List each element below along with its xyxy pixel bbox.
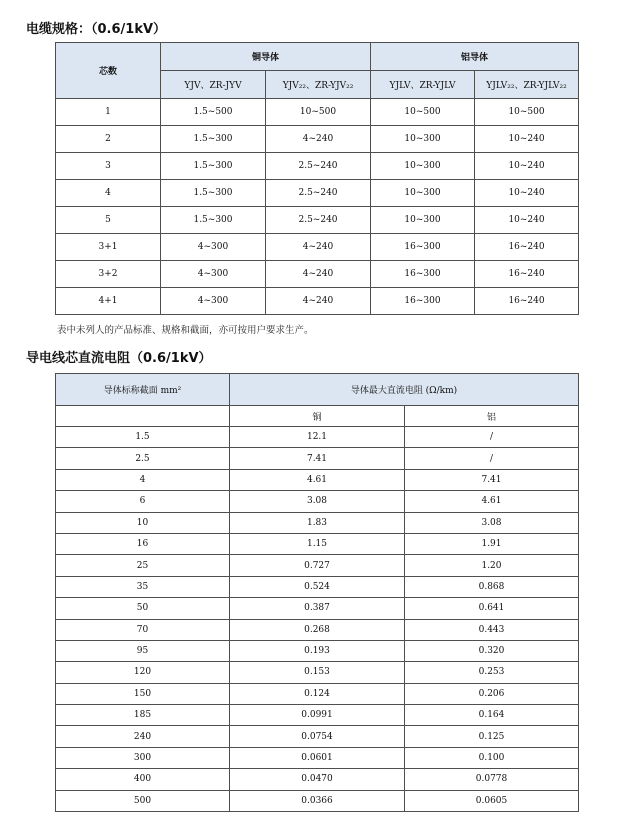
cores-header: 芯数	[56, 43, 161, 99]
cell-aluminum: 0.868	[405, 576, 579, 597]
cell-copper: 0.387	[230, 598, 405, 619]
cell-copper: 4.61	[230, 469, 405, 490]
table-row	[56, 747, 579, 768]
cell-cores: 1	[56, 99, 161, 126]
cell-aluminum: 7.41	[405, 469, 579, 490]
cell-cores: 3+1	[56, 234, 161, 261]
cell-copper: 0.0601	[230, 747, 405, 768]
cell-aluminum: 0.320	[405, 640, 579, 661]
cell-aluminum: 0.164	[405, 705, 579, 726]
table-row	[56, 726, 579, 747]
cell-aluminum: 1.91	[405, 533, 579, 554]
col-header-yjv22: YJV₂₂、ZR-YJV₂₂	[266, 71, 371, 99]
cell-copper: 0.268	[230, 619, 405, 640]
cell-aluminum: 0.443	[405, 619, 579, 640]
table-note: 表中未列人的产品标准、规格和截面，亦可按用户要求生产。	[57, 325, 314, 336]
cell-aluminum: 4.61	[405, 491, 579, 512]
cell-yjv22: 2.5~240	[266, 180, 371, 207]
cell-yjlv22: 16~240	[475, 288, 579, 315]
table-row	[56, 288, 579, 315]
cell-section: 240	[56, 726, 230, 747]
cell-yjv: 4~300	[161, 261, 266, 288]
cell-section: 500	[56, 790, 230, 811]
cell-yjlv: 10~300	[371, 126, 475, 153]
dc-resistance-table	[55, 373, 579, 812]
cell-section: 4	[56, 469, 230, 490]
cell-section: 16	[56, 533, 230, 554]
table-row	[56, 234, 579, 261]
cell-section: 1.5	[56, 427, 230, 448]
cell-yjv22: 4~240	[266, 126, 371, 153]
table-row	[56, 790, 579, 811]
cell-yjlv22: 16~240	[475, 234, 579, 261]
col-header-yjlv: YJLV、ZR-YJLV	[371, 71, 475, 99]
cell-yjv22: 10~500	[266, 99, 371, 126]
cell-yjv22: 4~240	[266, 234, 371, 261]
table-row	[56, 619, 579, 640]
cell-yjv22: 2.5~240	[266, 207, 371, 234]
cell-copper: 0.0470	[230, 769, 405, 790]
cell-yjlv: 16~300	[371, 234, 475, 261]
cell-yjlv22: 10~240	[475, 180, 579, 207]
cell-copper: 1.15	[230, 533, 405, 554]
cell-yjv: 1.5~300	[161, 126, 266, 153]
cable-spec-table	[55, 42, 579, 315]
cell-section: 95	[56, 640, 230, 661]
cell-section: 6	[56, 491, 230, 512]
cell-yjlv: 10~500	[371, 99, 475, 126]
table-row	[56, 207, 579, 234]
cell-aluminum: 0.100	[405, 747, 579, 768]
cell-yjv22: 2.5~240	[266, 153, 371, 180]
cell-section: 70	[56, 619, 230, 640]
table-row	[56, 683, 579, 704]
cell-copper: 0.193	[230, 640, 405, 661]
table-row	[56, 640, 579, 661]
cell-yjlv: 10~300	[371, 153, 475, 180]
cell-yjv: 1.5~300	[161, 207, 266, 234]
table-row	[56, 153, 579, 180]
cell-aluminum: /	[405, 427, 579, 448]
table-row	[56, 99, 579, 126]
empty-header-cell	[56, 406, 230, 427]
cell-section: 400	[56, 769, 230, 790]
aluminum-header: 铝	[405, 406, 579, 427]
cell-section: 150	[56, 683, 230, 704]
max-resistance-header: 导体最大直流电阻 (Ω/km)	[230, 374, 579, 406]
cell-yjlv: 16~300	[371, 288, 475, 315]
cell-aluminum: 0.641	[405, 598, 579, 619]
table-row	[56, 448, 579, 469]
cell-copper: 0.153	[230, 662, 405, 683]
cell-yjv: 1.5~500	[161, 99, 266, 126]
cell-section: 10	[56, 512, 230, 533]
cell-copper: 0.0366	[230, 790, 405, 811]
col-header-yjv: YJV、ZR-JYV	[161, 71, 266, 99]
table-row	[56, 261, 579, 288]
cell-copper: 3.08	[230, 491, 405, 512]
cell-yjlv22: 10~240	[475, 153, 579, 180]
cell-copper: 0.727	[230, 555, 405, 576]
table-row	[56, 491, 579, 512]
nominal-section-header: 导体标称截面 mm²	[56, 374, 230, 406]
cell-section: 35	[56, 576, 230, 597]
cell-section: 300	[56, 747, 230, 768]
table-row	[56, 469, 579, 490]
cell-yjv22: 4~240	[266, 261, 371, 288]
cell-copper: 0.124	[230, 683, 405, 704]
cell-yjv: 1.5~300	[161, 180, 266, 207]
cell-section: 25	[56, 555, 230, 576]
table-row	[56, 555, 579, 576]
cell-yjv22: 4~240	[266, 288, 371, 315]
cell-aluminum: 0.206	[405, 683, 579, 704]
cell-yjlv22: 16~240	[475, 261, 579, 288]
cell-yjlv: 10~300	[371, 180, 475, 207]
cell-cores: 4	[56, 180, 161, 207]
cell-aluminum: 0.253	[405, 662, 579, 683]
cell-aluminum: 1.20	[405, 555, 579, 576]
cell-yjlv: 16~300	[371, 261, 475, 288]
cell-copper: 0.524	[230, 576, 405, 597]
table-row	[56, 705, 579, 726]
table-row	[56, 512, 579, 533]
dc-resistance-heading: 导电线芯直流电阻（0.6/1kV）	[26, 351, 212, 366]
cell-yjlv22: 10~240	[475, 126, 579, 153]
aluminum-conductor-header: 铝导体	[371, 43, 579, 71]
cell-yjv: 1.5~300	[161, 153, 266, 180]
cell-aluminum: 3.08	[405, 512, 579, 533]
table-row	[56, 769, 579, 790]
cell-aluminum: 0.0605	[405, 790, 579, 811]
table-row	[56, 662, 579, 683]
cell-copper: 12.1	[230, 427, 405, 448]
cell-cores: 5	[56, 207, 161, 234]
cell-cores: 3+2	[56, 261, 161, 288]
copper-conductor-header: 铜导体	[161, 43, 371, 71]
cell-cores: 4+1	[56, 288, 161, 315]
cell-section: 2.5	[56, 448, 230, 469]
cell-section: 185	[56, 705, 230, 726]
cell-yjv: 4~300	[161, 234, 266, 261]
cell-aluminum: 0.0778	[405, 769, 579, 790]
copper-header: 铜	[230, 406, 405, 427]
cell-cores: 2	[56, 126, 161, 153]
cell-copper: 1.83	[230, 512, 405, 533]
cell-copper: 7.41	[230, 448, 405, 469]
col-header-yjlv22: YJLV₂₂、ZR-YJLV₂₂	[475, 71, 579, 99]
cell-yjlv22: 10~240	[475, 207, 579, 234]
cell-yjv: 4~300	[161, 288, 266, 315]
cell-yjlv: 10~300	[371, 207, 475, 234]
cell-copper: 0.0991	[230, 705, 405, 726]
cell-aluminum: /	[405, 448, 579, 469]
cell-cores: 3	[56, 153, 161, 180]
cell-aluminum: 0.125	[405, 726, 579, 747]
cable-spec-heading: 电缆规格：（0.6/1kV）	[26, 22, 167, 37]
cell-section: 120	[56, 662, 230, 683]
table-row	[56, 126, 579, 153]
table-row	[56, 427, 579, 448]
cell-yjlv22: 10~500	[475, 99, 579, 126]
cell-copper: 0.0754	[230, 726, 405, 747]
table-row	[56, 598, 579, 619]
table-row	[56, 576, 579, 597]
table-row	[56, 180, 579, 207]
cell-section: 50	[56, 598, 230, 619]
table-row	[56, 533, 579, 554]
